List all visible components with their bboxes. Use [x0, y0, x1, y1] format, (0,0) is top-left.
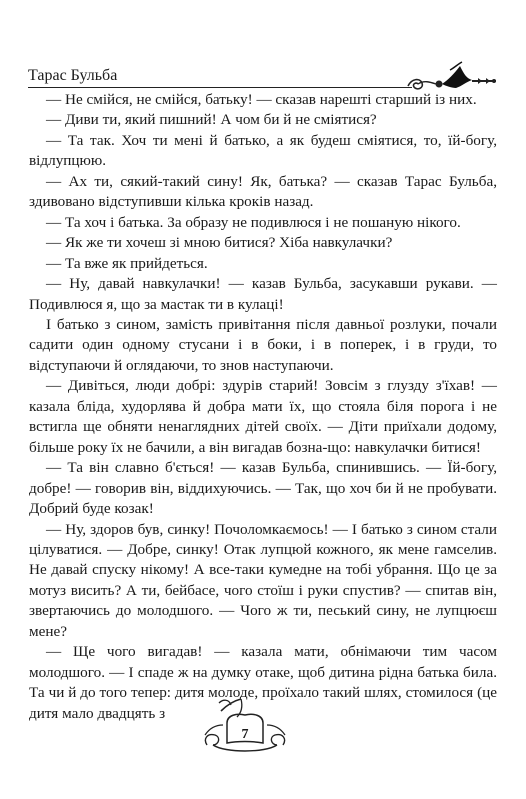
- paragraph: — Диви ти, який пишний! А чом би й не сміятися?: [46, 111, 377, 129]
- paragraph: — Як же ти хочеш зі мною битися? Хіба навкулачки?: [46, 234, 393, 252]
- running-title: Тарас Бульба: [28, 67, 118, 84]
- header-rule: [28, 87, 412, 88]
- page-header: [28, 66, 498, 88]
- paragraph: — Не смійся, не смійся, батьку! — сказав нарешті старший із них.: [46, 91, 477, 108]
- page-number: 7: [241, 727, 249, 742]
- paragraph: — Ще чого вигадав! — казала мати, обнімаючи тим часом молодшого. — І спаде ж на думку отаке, щоб дитина рідна батька била. Та чи й до того тепер: дитя молоде, проїхало такий шлях, стомилося (це дитя мало двадцять з: [29, 643, 497, 722]
- body-text: [29, 90, 497, 724]
- paragraph: — Та так. Хоч ти мені й батько, а як будеш сміятися, то, їй-богу, відлупцюю.: [29, 131, 497, 170]
- paragraph: — Ах ти, сякий-такий сину! Як, батька? — сказав Тарас Бульба, здивовано відступивши кілька кроків назад.: [29, 172, 497, 211]
- paragraph: — Та хоч і батька. За образу не подивлюся і не пошаную нікого.: [46, 213, 461, 231]
- paragraph: — Ну, здоров був, синку! Почоломкаємось! — І батько з сином стали цілуватися. — Добре, синку! Отак лупцюй кожного, як мене гамселив. Не давай спуску нікому! А все-таки кумедне на тобі убрання. Що це за мотуз висить? А ти, бейбасе, чого стоїш і руки спустив? — спитав він, звертаючись до молодшого. — Чого ж ти, песький сину, не лупцюєш мене?: [29, 520, 497, 640]
- paragraph: — Та вже як прийдеться.: [46, 254, 208, 272]
- paragraph: — Ну, давай навкулачки! — казав Бульба, засукавши рукави. — Подивлюся я, що за мастак ти в кулаці!: [29, 275, 497, 313]
- quill-ornament-icon: [406, 60, 498, 94]
- paragraph: — Дивіться, люди добрі: здурів старий! Зовсім з глузду з'їхав! — казала бліда, худорлява й добра мати їх, що стояла біля порога і не встигла ще обняти ненаглядних дітей своїх. — Діти приїхали додому, більше року їх не бачили, а він вигадав бозна-що: навкулачки битися!: [29, 377, 497, 456]
- paragraph: — Та він славно б'ється! — казав Бульба, спинившись. — Їй-богу, добре! — говорив він, віддихуючись. — Так, що хоч би й не пробувати. Добрий буде козак!: [29, 459, 497, 518]
- paragraph: І батько з сином, замість привітання після давньої розлуки, почали садити один одному стусани і в боки, і в поперек, і в груди, то відступаючи й оглядаючи, то знов наступаючи.: [29, 315, 497, 374]
